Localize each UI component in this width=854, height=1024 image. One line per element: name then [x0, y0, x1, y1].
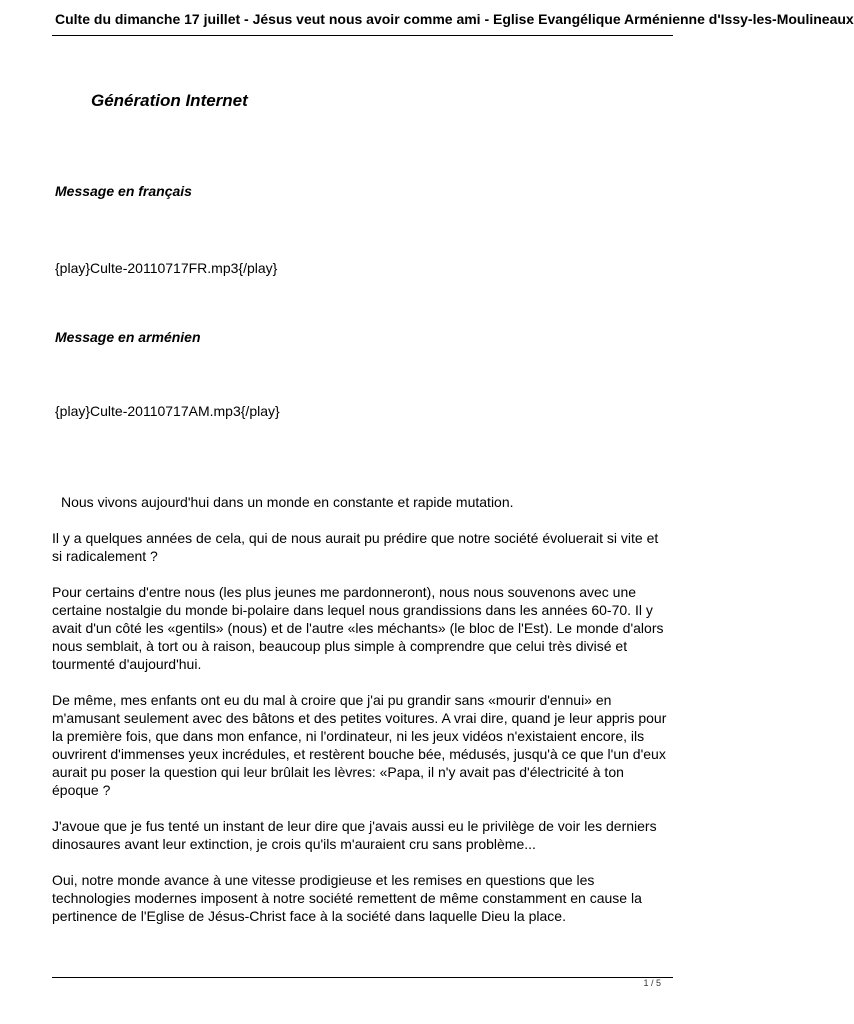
section-heading-french: Message en français [55, 183, 192, 199]
main-heading: Génération Internet [91, 91, 248, 110]
page-header-title: Culte du dimanche 17 juillet - Jésus veut nous avoir comme ami - Eglise Evangélique Arménienne d'Issy-les-Moulineaux [55, 11, 854, 27]
audio-player-french[interactable]: {play}Culte-20110717FR.mp3{/play} [55, 260, 278, 276]
paragraph: Nous vivons aujourd'hui dans un monde en constante et rapide mutation. [61, 494, 514, 510]
paragraph: De même, mes enfants ont eu du mal à croire que j'ai pu grandir sans «mourir d'ennui» en m'amusant seulement avec des bâtons et des petites voitures. A vrai dire, quand je leur appris pour la première fois, que dans mon enfance, ni l'ordinateur, ni les jeux vidéos n'existaient encore, ils ouvrirent d'immenses yeux incrédules, et restèrent bouche bée, médusés, jusqu'à ce que l'un d'eux aurait pu poser la question qui leur brûlait les lèvres: «Papa, il n'y avait pas d'électricité à ton époque ? [52, 692, 667, 798]
article-body [52, 493, 672, 943]
header-divider [52, 35, 673, 36]
page-number: 1 / 5 [643, 978, 661, 988]
paragraph: Pour certains d'entre nous (les plus jeunes me pardonneront), nous nous souvenons avec une certaine nostalgie du monde bi-polaire dans lequel nous grandissions dans les années 60-70. Il y avait d'un côté les «gentils» (nous) et de l'autre «les méchants» (le bloc de l'Est). Le monde d'alors nous semblait, à tort ou à raison, beaucoup plus simple à comprendre que celui très divisé et tourmenté d'aujourd'hui. [52, 584, 664, 672]
audio-player-armenian[interactable]: {play}Culte-20110717AM.mp3{/play} [55, 403, 280, 419]
paragraph: J'avoue que je fus tenté un instant de leur dire que j'avais aussi eu le privilège de voir les derniers dinosaures avant leur extinction, je crois qu'ils m'auraient cru sans problème... [52, 818, 657, 852]
footer-divider [52, 977, 673, 978]
paragraph: Oui, notre monde avance à une vitesse prodigieuse et les remises en questions que les technologies modernes imposent à notre société remettent de même constamment en cause la pertinence de l'Eglise de Jésus-Christ face à la société dans laquelle Dieu la place. [52, 872, 642, 924]
section-heading-armenian: Message en arménien [55, 329, 201, 345]
paragraph: Il y a quelques années de cela, qui de nous aurait pu prédire que notre société évoluerait si vite et si radicalement ? [52, 530, 659, 564]
